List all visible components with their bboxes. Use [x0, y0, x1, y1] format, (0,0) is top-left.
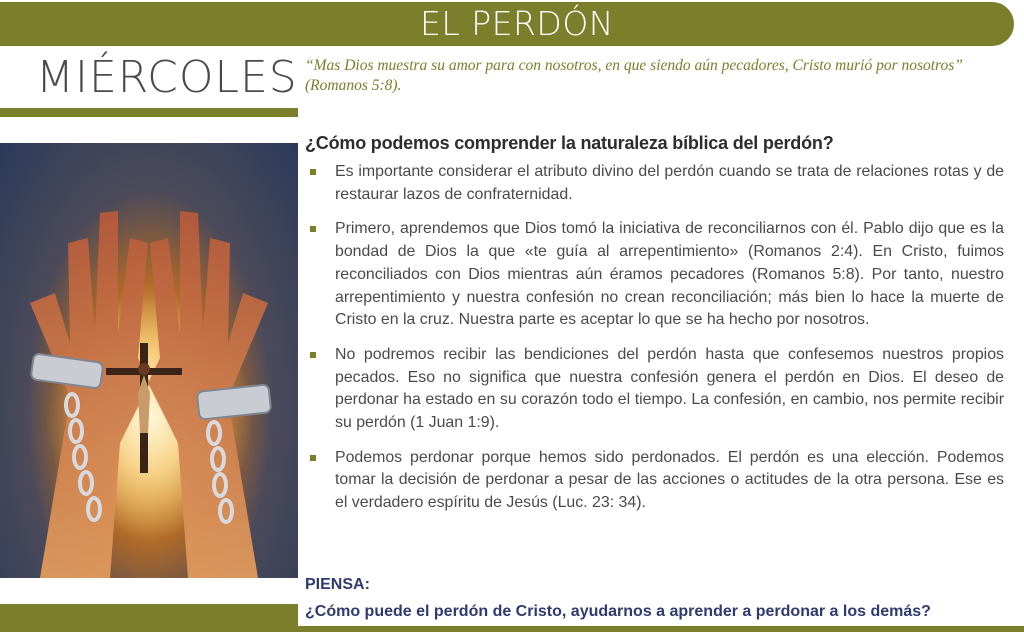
bullet-square-icon [310, 169, 316, 175]
illustration-image [0, 143, 298, 578]
list-item [310, 161, 1004, 206]
bullet-list [310, 161, 1004, 527]
day-label: MIÉRCOLES [36, 52, 298, 103]
bullet-text: Es importante considerar el atributo divino del perdón cuando se trata de relaciones rotas y de restaurar lazos de confraternidad. [335, 163, 1004, 203]
reflection-question: ¿Cómo puede el perdón de Cristo, ayudarnos a aprender a perdonar a los demás? [305, 603, 931, 620]
bullet-text: Primero, aprendemos que Dios tomó la iniciativa de reconciliarnos con él. Pablo dijo que es la bondad de Dios la que «te guía al arrepentimiento» (Romanos 2:4). En Cristo, fuimos reconciliados con Dios mientras aún éramos pecadores (Romanos 5:8). Por tanto, nuestro arrepentimiento y nuestra confesión no crean reconciliación; más bien lo hace la muerte de Cristo en la cruz. Nuestra parte es aceptar lo que se ha hecho por nosotros. [335, 220, 1004, 329]
list-item [310, 447, 1004, 515]
bullet-square-icon [310, 226, 316, 232]
bullet-text: No podremos recibir las bendiciones del perdón hasta que confesemos nuestros propios pecados. Eso no significa que nuestra confesión genera el perdón en Dios. El deseo de perdonar ha estado en su corazón todo el tiempo. La confesión, en cambio, nos permite recibir su perdón (1 Juan 1:9). [335, 345, 1004, 432]
piensa-label: PIENSA: [305, 576, 370, 593]
bullet-square-icon [310, 352, 316, 358]
bullet-square-icon [310, 455, 316, 461]
scripture-quote: “Mas Dios muestra su amor para con nosotros, en que siendo aún pecadores, Cristo murió por nosotros” (Romanos 5:8). [305, 57, 963, 94]
day-underline [0, 108, 298, 117]
page-title: EL PERDÓN [420, 4, 614, 43]
list-item [310, 218, 1004, 332]
raised-hands-broken-chains-crucifix-icon [0, 143, 298, 578]
list-item [310, 344, 1004, 435]
section-question: ¿Cómo podemos comprender la naturaleza bíblica del perdón? [305, 133, 834, 153]
bullet-text: Podemos perdonar porque hemos sido perdonados. El perdón es una elección. Podemos tomar la decisión de perdonar a pesar de las acciones o actitudes de la otra persona. Ese es el verdadero espíritu de Jesús (Luc. 23: 34). [335, 448, 1004, 512]
